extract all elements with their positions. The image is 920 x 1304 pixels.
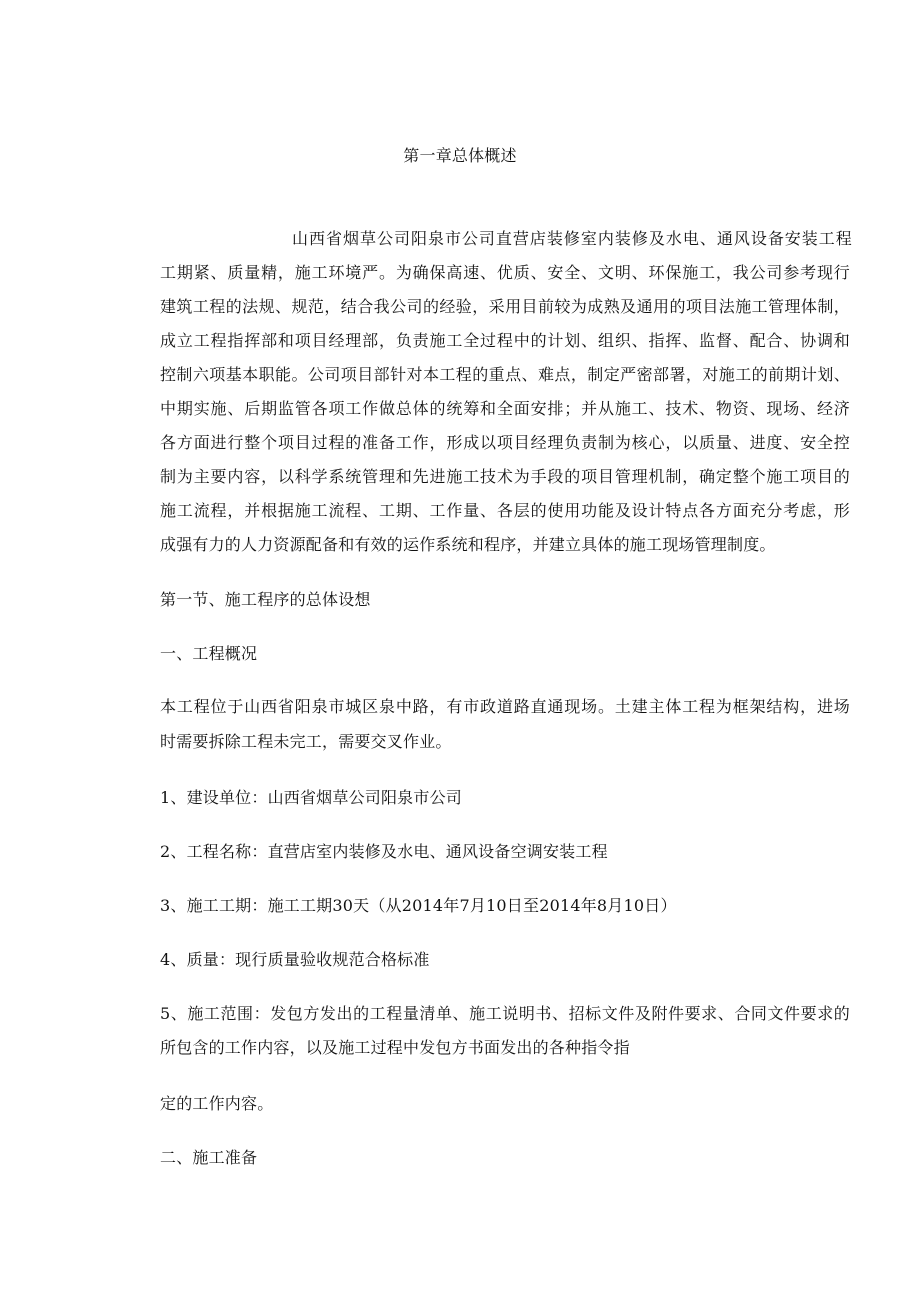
item-construction-unit: 1、建设单位：山西省烟草公司阳泉市公司 [160, 788, 462, 807]
intro-line-8: 制为主要内容，以科学系统管理和先进施工技术为手段的项目管理机制，确定整个施工项目的 [160, 467, 850, 486]
intro-line-1: 山西省烟草公司阳泉市公司直营店装修室内装修及水电、通风设备安装工程 [292, 229, 852, 248]
chapter-title: 第一章总体概述 [403, 146, 517, 165]
item-quality: 4、质量：现行质量验收规范合格标准 [160, 950, 430, 969]
intro-line-10: 成强有力的人力资源配备和有效的运作系统和程序，并建立具体的施工现场管理制度。 [160, 535, 776, 554]
item-duration: 3、施工工期：施工工期30天（从2014年7月10日至2014年8月10日） [160, 896, 677, 915]
item-scope-line-2: 所包含的工作内容，以及施工过程中发包方书面发出的各种指令指 [160, 1038, 630, 1057]
subsection-1-title: 一、工程概况 [160, 644, 258, 663]
intro-line-9: 施工流程，并根据施工流程、工期、工作量、各层的使用功能及设计特点各方面充分考虑，形 [160, 501, 850, 520]
intro-line-2: 工期紧、质量精，施工环境严。为确保高速、优质、安全、文明、环保施工，我公司参考现行 [160, 263, 850, 282]
section-1-title: 第一节、施工程序的总体设想 [160, 590, 371, 609]
intro-line-4: 成立工程指挥部和项目经理部，负责施工全过程中的计划、组织、指挥、监督、配合、协调和 [160, 331, 850, 350]
intro-line-3: 建筑工程的法规、规范，结合我公司的经验，采用目前较为成熟及通用的项目法施工管理体制， [160, 297, 850, 316]
intro-line-6: 中期实施、后期监管各项工作做总体的统筹和全面安排；并从施工、技术、物资、现场、经济 [160, 399, 850, 418]
overview-line-2: 时需要拆除工程未完工，需要交叉作业。 [160, 732, 452, 751]
item-scope-line-1: 5、施工范围：发包方发出的工程量清单、施工说明书、招标文件及附件要求、合同文件要求的 [160, 1004, 850, 1023]
subsection-2-title: 二、施工准备 [160, 1148, 258, 1167]
intro-line-5: 控制六项基本职能。公司项目部针对本工程的重点、难点，制定严密部署，对施工的前期计划、 [160, 365, 850, 384]
overview-line-1: 本工程位于山西省阳泉市城区泉中路，有市政道路直通现场。土建主体工程为框架结构，进场 [160, 697, 850, 716]
item-scope-continued: 定的工作内容。 [160, 1094, 274, 1113]
item-project-name: 2、工程名称：直营店室内装修及水电、通风设备空调安装工程 [160, 842, 608, 861]
intro-line-7: 各方面进行整个项目过程的准备工作，形成以项目经理负责制为核心，以质量、进度、安全控 [160, 433, 850, 452]
